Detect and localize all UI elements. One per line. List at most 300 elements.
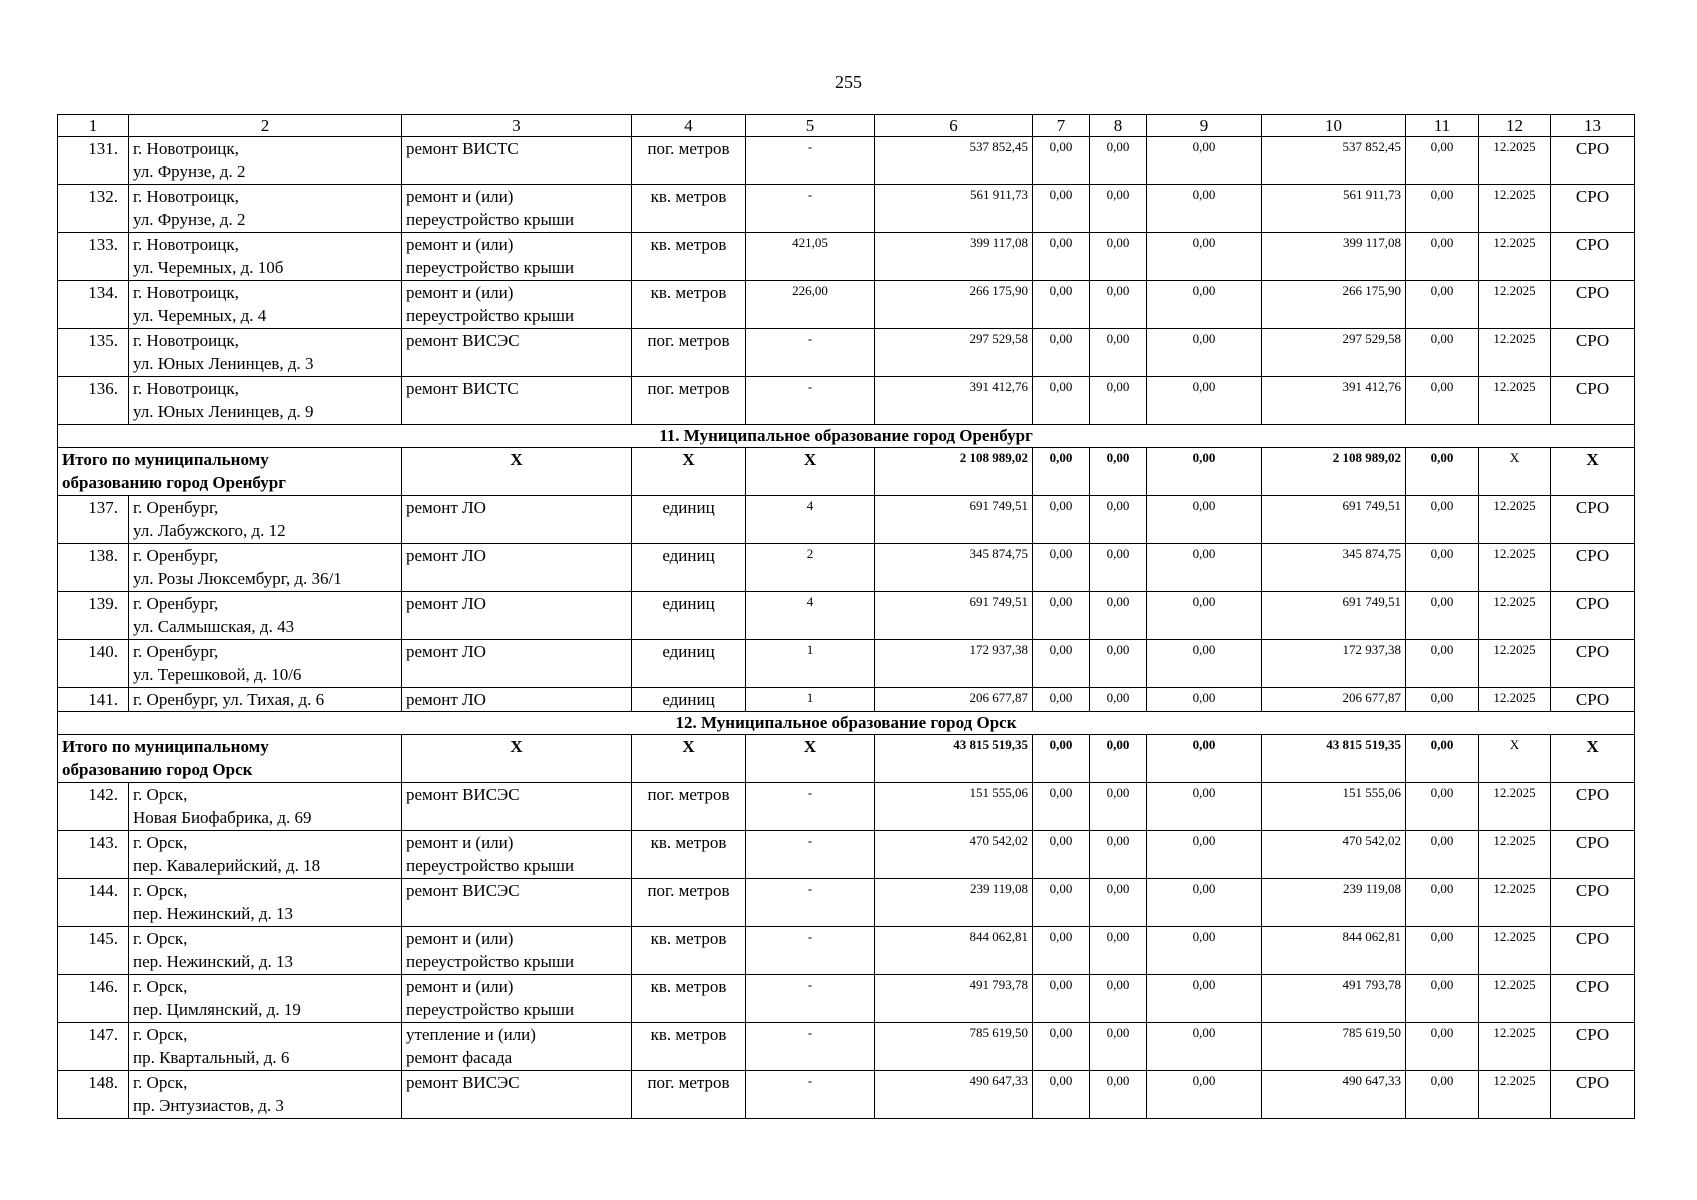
- deadline-cell: 12.2025: [1479, 544, 1551, 592]
- work-type-cell-line: переустройство крыши: [406, 306, 575, 325]
- work-type-cell-line: ремонт ВИСЭС: [406, 785, 520, 804]
- fund-cost-cell: 172 937,38: [1262, 640, 1406, 688]
- quantity-cell: -: [746, 1023, 875, 1071]
- column-header: 3: [402, 115, 632, 137]
- total-cost-cell: 561 911,73: [875, 185, 1033, 233]
- quantity-cell: Х: [746, 735, 875, 783]
- column-number-header: [58, 115, 1635, 137]
- subtotal-label-line: образованию город Орск: [62, 760, 253, 779]
- cost-cell-9: 0,00: [1147, 735, 1262, 783]
- cost-cell-9: 0,00: [1147, 879, 1262, 927]
- subtotal-label-line: Итого по муниципальному: [62, 737, 269, 756]
- total-cost-cell: 239 119,08: [875, 879, 1033, 927]
- work-type-cell-line: ремонт ВИСЭС: [406, 1073, 520, 1092]
- cost-cell-11: 0,00: [1406, 448, 1479, 496]
- cost-cell-8: 0,00: [1090, 1023, 1147, 1071]
- unit-cell: Х: [632, 448, 746, 496]
- work-type-cell-line: ремонт ВИСТС: [406, 379, 519, 398]
- subtotal-row: [58, 735, 1635, 783]
- cost-cell-11: 0,00: [1406, 377, 1479, 425]
- address-cell: [129, 377, 402, 425]
- address-cell: [129, 592, 402, 640]
- column-header: 12: [1479, 115, 1551, 137]
- deadline-cell: 12.2025: [1479, 879, 1551, 927]
- cost-cell-11: 0,00: [1406, 137, 1479, 185]
- row-number-cell: 134.: [58, 281, 129, 329]
- deadline-cell: 12.2025: [1479, 1071, 1551, 1119]
- fund-cost-cell: 490 647,33: [1262, 1071, 1406, 1119]
- cost-cell-7: 0,00: [1033, 137, 1090, 185]
- table-row: [58, 281, 1635, 329]
- work-type-cell-line: переустройство крыши: [406, 952, 575, 971]
- cost-cell-11: 0,00: [1406, 640, 1479, 688]
- cost-cell-7: 0,00: [1033, 448, 1090, 496]
- address-cell-line: ул. Терешковой, д. 10/6: [133, 665, 302, 684]
- work-type-cell: [402, 377, 632, 425]
- subtotal-label-line: Итого по муниципальному: [62, 450, 269, 469]
- cost-cell-8: 0,00: [1090, 688, 1147, 712]
- cost-cell-11: 0,00: [1406, 831, 1479, 879]
- cost-cell-8: 0,00: [1090, 592, 1147, 640]
- cost-cell-9: 0,00: [1147, 329, 1262, 377]
- column-header: 5: [746, 115, 875, 137]
- cost-cell-8: 0,00: [1090, 783, 1147, 831]
- work-type-cell: [402, 544, 632, 592]
- table-row: [58, 377, 1635, 425]
- table-row: [58, 592, 1635, 640]
- work-type-cell-line: ремонт ЛО: [406, 594, 486, 613]
- address-cell: [129, 1071, 402, 1119]
- address-cell-line: ул. Черемных, д. 10б: [133, 258, 284, 277]
- cost-cell-11: 0,00: [1406, 927, 1479, 975]
- address-cell-line: ул. Фрунзе, д. 2: [133, 210, 246, 229]
- cost-cell-11: 0,00: [1406, 1023, 1479, 1071]
- cost-cell-8: 0,00: [1090, 281, 1147, 329]
- deadline-cell: 12.2025: [1479, 377, 1551, 425]
- row-number-cell: 146.: [58, 975, 129, 1023]
- work-type-cell-line: ремонт ЛО: [406, 498, 486, 517]
- cost-cell-9: 0,00: [1147, 831, 1262, 879]
- quantity-cell: 1: [746, 688, 875, 712]
- deadline-cell: Х: [1479, 735, 1551, 783]
- work-type-cell: Х: [402, 735, 632, 783]
- executor-cell: СРО: [1551, 640, 1635, 688]
- executor-cell: СРО: [1551, 879, 1635, 927]
- subtotal-label-line: образованию город Оренбург: [62, 473, 286, 492]
- total-cost-cell: 151 555,06: [875, 783, 1033, 831]
- fund-cost-cell: 297 529,58: [1262, 329, 1406, 377]
- address-cell-line: г. Орск,: [133, 833, 188, 852]
- work-type-cell-line: ремонт ЛО: [406, 690, 486, 709]
- total-cost-cell: 691 749,51: [875, 496, 1033, 544]
- unit-cell: пог. метров: [632, 783, 746, 831]
- work-type-cell: [402, 496, 632, 544]
- unit-cell: кв. метров: [632, 185, 746, 233]
- table-row: [58, 688, 1635, 712]
- work-type-cell: [402, 281, 632, 329]
- table-row: [58, 879, 1635, 927]
- deadline-cell: 12.2025: [1479, 185, 1551, 233]
- address-cell-line: ул. Фрунзе, д. 2: [133, 162, 246, 181]
- work-type-cell-line: ремонт и (или): [406, 977, 514, 996]
- address-cell: [129, 496, 402, 544]
- unit-cell: кв. метров: [632, 975, 746, 1023]
- table-row: [58, 137, 1635, 185]
- section-title: 11. Муниципальное образование город Оренбург: [58, 425, 1635, 448]
- fund-cost-cell: 561 911,73: [1262, 185, 1406, 233]
- quantity-cell: 1: [746, 640, 875, 688]
- cost-cell-7: 0,00: [1033, 975, 1090, 1023]
- deadline-cell: 12.2025: [1479, 233, 1551, 281]
- cost-cell-9: 0,00: [1147, 975, 1262, 1023]
- address-cell-line: г. Оренбург,: [133, 498, 219, 517]
- cost-cell-7: 0,00: [1033, 640, 1090, 688]
- work-type-cell-line: переустройство крыши: [406, 210, 575, 229]
- cost-cell-8: 0,00: [1090, 329, 1147, 377]
- cost-cell-11: 0,00: [1406, 185, 1479, 233]
- column-header: 4: [632, 115, 746, 137]
- address-cell: [129, 688, 402, 712]
- address-cell-line: ул. Лабужского, д. 12: [133, 521, 286, 540]
- total-cost-cell: 844 062,81: [875, 927, 1033, 975]
- work-type-cell-line: ремонт и (или): [406, 833, 514, 852]
- row-number-cell: 147.: [58, 1023, 129, 1071]
- address-cell-line: пер. Нежинский, д. 13: [133, 904, 294, 923]
- cost-cell-11: 0,00: [1406, 735, 1479, 783]
- unit-cell: единиц: [632, 592, 746, 640]
- fund-cost-cell: 2 108 989,02: [1262, 448, 1406, 496]
- unit-cell: единиц: [632, 544, 746, 592]
- cost-cell-9: 0,00: [1147, 233, 1262, 281]
- work-type-cell: [402, 975, 632, 1023]
- address-cell-line: г. Новотроицк,: [133, 283, 239, 302]
- cost-cell-9: 0,00: [1147, 592, 1262, 640]
- cost-cell-9: 0,00: [1147, 927, 1262, 975]
- cost-cell-7: 0,00: [1033, 927, 1090, 975]
- executor-cell: СРО: [1551, 688, 1635, 712]
- cost-cell-8: 0,00: [1090, 544, 1147, 592]
- column-header: 9: [1147, 115, 1262, 137]
- cost-cell-8: 0,00: [1090, 233, 1147, 281]
- cost-cell-9: 0,00: [1147, 688, 1262, 712]
- cost-cell-11: 0,00: [1406, 688, 1479, 712]
- cost-cell-9: 0,00: [1147, 377, 1262, 425]
- column-header: 2: [129, 115, 402, 137]
- work-type-cell-line: ремонт ВИСЭС: [406, 331, 520, 350]
- total-cost-cell: 345 874,75: [875, 544, 1033, 592]
- cost-cell-9: 0,00: [1147, 1023, 1262, 1071]
- row-number-cell: 137.: [58, 496, 129, 544]
- address-cell: [129, 975, 402, 1023]
- cost-cell-7: 0,00: [1033, 831, 1090, 879]
- address-cell-line: г. Новотроицк,: [133, 379, 239, 398]
- row-number-cell: 144.: [58, 879, 129, 927]
- address-cell-line: г. Оренбург, ул. Тихая, д. 6: [133, 690, 325, 709]
- address-cell: [129, 329, 402, 377]
- cost-cell-7: 0,00: [1033, 233, 1090, 281]
- fund-cost-cell: 345 874,75: [1262, 544, 1406, 592]
- fund-cost-cell: 470 542,02: [1262, 831, 1406, 879]
- fund-cost-cell: 844 062,81: [1262, 927, 1406, 975]
- address-cell-line: г. Орск,: [133, 785, 188, 804]
- executor-cell: СРО: [1551, 975, 1635, 1023]
- deadline-cell: 12.2025: [1479, 137, 1551, 185]
- work-type-cell-line: переустройство крыши: [406, 258, 575, 277]
- work-type-cell: [402, 879, 632, 927]
- table-row: [58, 329, 1635, 377]
- row-number-cell: 139.: [58, 592, 129, 640]
- table-row: [58, 975, 1635, 1023]
- work-type-cell: [402, 1071, 632, 1119]
- cost-cell-8: 0,00: [1090, 448, 1147, 496]
- deadline-cell: Х: [1479, 448, 1551, 496]
- quantity-cell: -: [746, 783, 875, 831]
- deadline-cell: 12.2025: [1479, 329, 1551, 377]
- row-number-cell: 132.: [58, 185, 129, 233]
- address-cell: [129, 233, 402, 281]
- table-row: [58, 927, 1635, 975]
- row-number-cell: 143.: [58, 831, 129, 879]
- executor-cell: СРО: [1551, 783, 1635, 831]
- work-type-cell-line: ремонт и (или): [406, 283, 514, 302]
- cost-cell-9: 0,00: [1147, 544, 1262, 592]
- work-type-cell-line: ремонт фасада: [406, 1048, 513, 1067]
- cost-cell-7: 0,00: [1033, 735, 1090, 783]
- deadline-cell: 12.2025: [1479, 688, 1551, 712]
- page-number: 255: [835, 72, 862, 92]
- section-header-row: [58, 425, 1635, 448]
- work-type-cell: [402, 329, 632, 377]
- cost-cell-11: 0,00: [1406, 879, 1479, 927]
- cost-cell-7: 0,00: [1033, 783, 1090, 831]
- executor-cell: СРО: [1551, 185, 1635, 233]
- address-cell-line: пер. Кавалерийский, д. 18: [133, 856, 321, 875]
- cost-cell-8: 0,00: [1090, 496, 1147, 544]
- column-header: 13: [1551, 115, 1635, 137]
- cost-cell-11: 0,00: [1406, 281, 1479, 329]
- cost-cell-11: 0,00: [1406, 783, 1479, 831]
- quantity-cell: -: [746, 137, 875, 185]
- total-cost-cell: 490 647,33: [875, 1071, 1033, 1119]
- cost-cell-7: 0,00: [1033, 496, 1090, 544]
- cost-cell-8: 0,00: [1090, 137, 1147, 185]
- address-cell-line: г. Орск,: [133, 977, 188, 996]
- work-type-cell: [402, 688, 632, 712]
- cost-cell-8: 0,00: [1090, 377, 1147, 425]
- cost-cell-11: 0,00: [1406, 329, 1479, 377]
- work-type-cell-line: ремонт ВИСТС: [406, 139, 519, 158]
- quantity-cell: 226,00: [746, 281, 875, 329]
- deadline-cell: 12.2025: [1479, 831, 1551, 879]
- deadline-cell: 12.2025: [1479, 975, 1551, 1023]
- fund-cost-cell: 537 852,45: [1262, 137, 1406, 185]
- address-cell: [129, 137, 402, 185]
- executor-cell: Х: [1551, 735, 1635, 783]
- executor-cell: СРО: [1551, 496, 1635, 544]
- cost-cell-7: 0,00: [1033, 879, 1090, 927]
- quantity-cell: -: [746, 975, 875, 1023]
- address-cell-line: ул. Розы Люксембург, д. 36/1: [133, 569, 342, 588]
- address-cell-line: г. Оренбург,: [133, 642, 219, 661]
- work-type-cell-line: переустройство крыши: [406, 1000, 575, 1019]
- executor-cell: Х: [1551, 448, 1635, 496]
- row-number-cell: 145.: [58, 927, 129, 975]
- cost-cell-7: 0,00: [1033, 1071, 1090, 1119]
- cost-cell-9: 0,00: [1147, 185, 1262, 233]
- work-type-cell: [402, 927, 632, 975]
- address-cell-line: Новая Биофабрика, д. 69: [133, 808, 312, 827]
- capital-repair-table: [57, 114, 1635, 1119]
- total-cost-cell: 43 815 519,35: [875, 735, 1033, 783]
- address-cell-line: ул. Черемных, д. 4: [133, 306, 267, 325]
- executor-cell: СРО: [1551, 544, 1635, 592]
- unit-cell: кв. метров: [632, 233, 746, 281]
- work-type-cell: [402, 1023, 632, 1071]
- column-header: 1: [58, 115, 129, 137]
- work-type-cell: Х: [402, 448, 632, 496]
- cost-cell-8: 0,00: [1090, 975, 1147, 1023]
- table-row: [58, 783, 1635, 831]
- unit-cell: пог. метров: [632, 377, 746, 425]
- table-row: [58, 1071, 1635, 1119]
- cost-cell-11: 0,00: [1406, 496, 1479, 544]
- fund-cost-cell: 691 749,51: [1262, 592, 1406, 640]
- quantity-cell: 4: [746, 496, 875, 544]
- unit-cell: единиц: [632, 496, 746, 544]
- executor-cell: СРО: [1551, 281, 1635, 329]
- address-cell-line: г. Орск,: [133, 1025, 188, 1044]
- quantity-cell: -: [746, 1071, 875, 1119]
- address-cell: [129, 1023, 402, 1071]
- executor-cell: СРО: [1551, 377, 1635, 425]
- address-cell: [129, 831, 402, 879]
- unit-cell: пог. метров: [632, 1071, 746, 1119]
- deadline-cell: 12.2025: [1479, 281, 1551, 329]
- address-cell-line: ул. Юных Ленинцев, д. 9: [133, 402, 314, 421]
- subtotal-label: [58, 735, 402, 783]
- work-type-cell-line: ремонт ЛО: [406, 546, 486, 565]
- cost-cell-9: 0,00: [1147, 640, 1262, 688]
- address-cell-line: г. Новотроицк,: [133, 187, 239, 206]
- quantity-cell: 4: [746, 592, 875, 640]
- work-type-cell-line: ремонт и (или): [406, 235, 514, 254]
- fund-cost-cell: 491 793,78: [1262, 975, 1406, 1023]
- cost-cell-7: 0,00: [1033, 185, 1090, 233]
- executor-cell: СРО: [1551, 927, 1635, 975]
- work-type-cell: [402, 137, 632, 185]
- deadline-cell: 12.2025: [1479, 496, 1551, 544]
- subtotal-row: [58, 448, 1635, 496]
- address-cell: [129, 927, 402, 975]
- total-cost-cell: 470 542,02: [875, 831, 1033, 879]
- quantity-cell: -: [746, 185, 875, 233]
- address-cell: [129, 185, 402, 233]
- work-type-cell-line: ремонт ВИСЭС: [406, 881, 520, 900]
- fund-cost-cell: 151 555,06: [1262, 783, 1406, 831]
- row-number-cell: 140.: [58, 640, 129, 688]
- unit-cell: пог. метров: [632, 329, 746, 377]
- table-row: [58, 831, 1635, 879]
- unit-cell: кв. метров: [632, 281, 746, 329]
- column-header: 11: [1406, 115, 1479, 137]
- cost-cell-11: 0,00: [1406, 975, 1479, 1023]
- deadline-cell: 12.2025: [1479, 783, 1551, 831]
- cost-cell-11: 0,00: [1406, 592, 1479, 640]
- cost-cell-11: 0,00: [1406, 1071, 1479, 1119]
- row-number-cell: 136.: [58, 377, 129, 425]
- unit-cell: единиц: [632, 640, 746, 688]
- quantity-cell: 421,05: [746, 233, 875, 281]
- cost-cell-8: 0,00: [1090, 927, 1147, 975]
- total-cost-cell: 172 937,38: [875, 640, 1033, 688]
- address-cell: [129, 640, 402, 688]
- work-type-cell-line: переустройство крыши: [406, 856, 575, 875]
- cost-cell-9: 0,00: [1147, 783, 1262, 831]
- cost-cell-9: 0,00: [1147, 137, 1262, 185]
- work-type-cell: [402, 592, 632, 640]
- unit-cell: пог. метров: [632, 137, 746, 185]
- row-number-cell: 133.: [58, 233, 129, 281]
- table-row: [58, 544, 1635, 592]
- column-header: 7: [1033, 115, 1090, 137]
- address-cell-line: г. Новотроицк,: [133, 235, 239, 254]
- fund-cost-cell: 266 175,90: [1262, 281, 1406, 329]
- address-cell-line: пер. Нежинский, д. 13: [133, 952, 294, 971]
- unit-cell: кв. метров: [632, 1023, 746, 1071]
- cost-cell-7: 0,00: [1033, 377, 1090, 425]
- column-header: 8: [1090, 115, 1147, 137]
- cost-cell-7: 0,00: [1033, 281, 1090, 329]
- table-row: [58, 233, 1635, 281]
- total-cost-cell: 2 108 989,02: [875, 448, 1033, 496]
- quantity-cell: -: [746, 927, 875, 975]
- executor-cell: СРО: [1551, 592, 1635, 640]
- fund-cost-cell: 691 749,51: [1262, 496, 1406, 544]
- cost-cell-9: 0,00: [1147, 448, 1262, 496]
- quantity-cell: -: [746, 377, 875, 425]
- unit-cell: пог. метров: [632, 879, 746, 927]
- address-cell-line: ул. Салмышская, д. 43: [133, 617, 295, 636]
- address-cell-line: пр. Энтузиастов, д. 3: [133, 1096, 284, 1115]
- work-type-cell: [402, 640, 632, 688]
- address-cell-line: г. Оренбург,: [133, 594, 219, 613]
- unit-cell: кв. метров: [632, 927, 746, 975]
- executor-cell: СРО: [1551, 137, 1635, 185]
- quantity-cell: -: [746, 879, 875, 927]
- work-type-cell: [402, 783, 632, 831]
- table-row: [58, 640, 1635, 688]
- column-header: 10: [1262, 115, 1406, 137]
- address-cell: [129, 879, 402, 927]
- cost-cell-7: 0,00: [1033, 329, 1090, 377]
- table-row: [58, 185, 1635, 233]
- cost-cell-9: 0,00: [1147, 496, 1262, 544]
- work-type-cell: [402, 185, 632, 233]
- work-type-cell-line: ремонт и (или): [406, 929, 514, 948]
- cost-cell-11: 0,00: [1406, 233, 1479, 281]
- quantity-cell: -: [746, 831, 875, 879]
- fund-cost-cell: 399 117,08: [1262, 233, 1406, 281]
- address-cell-line: пер. Цимлянский, д. 19: [133, 1000, 301, 1019]
- address-cell-line: ул. Юных Ленинцев, д. 3: [133, 354, 314, 373]
- cost-cell-7: 0,00: [1033, 688, 1090, 712]
- total-cost-cell: 785 619,50: [875, 1023, 1033, 1071]
- total-cost-cell: 399 117,08: [875, 233, 1033, 281]
- cost-cell-8: 0,00: [1090, 1071, 1147, 1119]
- table-row: [58, 496, 1635, 544]
- total-cost-cell: 391 412,76: [875, 377, 1033, 425]
- executor-cell: СРО: [1551, 1023, 1635, 1071]
